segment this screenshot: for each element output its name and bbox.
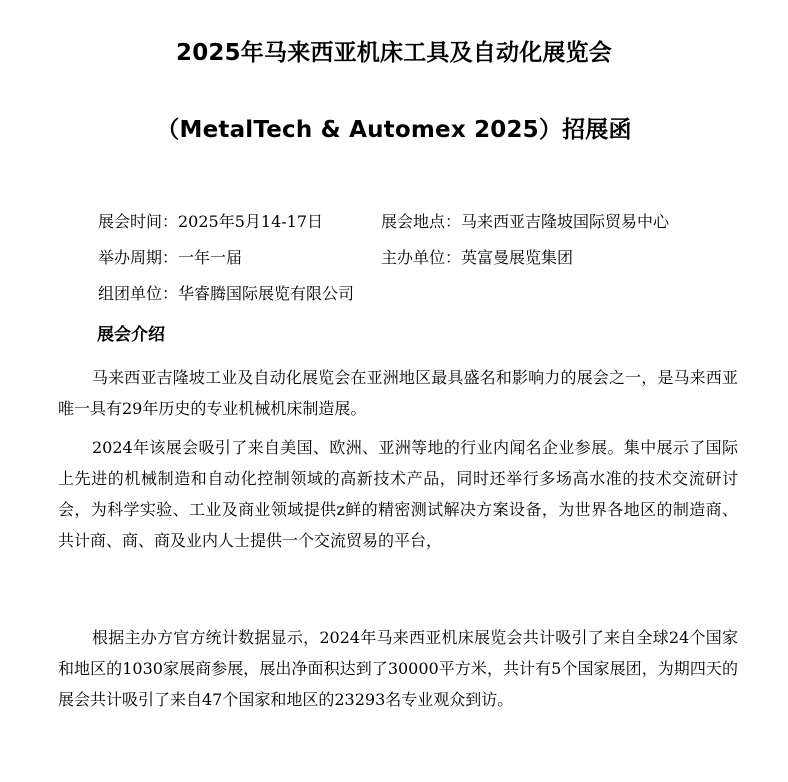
exhibition-venue: 展会地点：马来西亚吉隆坡国际贸易中心 — [381, 212, 670, 231]
exhibition-organizer: 主办单位：英富曼展览集团 — [381, 248, 574, 267]
exhibition-time: 展会时间：2025年5月14-17日 — [98, 212, 324, 231]
document-title-line2: （MetalTech & Automex 2025）招展函 — [156, 117, 632, 143]
exhibition-group-organizer: 组团单位：华睿腾国际展览有限公司 — [98, 284, 355, 303]
intro-paragraph-2: 2024年该展会吸引了来自美国、欧洲、亚洲等地的行业内闻名企业参展。集中展示了国际上先进的机械制造和自动化控制领域的高新技术产品，同时还举行多场高水准的技术交流研讨会，为科学实验、工业及商业领域提供z鲜的精密测试解决方案设备，为世界各地区的制造商、共计商、商、商及业内人士提供一个交流贸易的平台， — [58, 438, 738, 550]
section-heading-introduction: 展会介绍 — [97, 325, 165, 345]
intro-paragraph-1: 马来西亚吉隆坡工业及自动化展览会在亚洲地区最具盛名和影响力的展会之一，是马来西亚唯一具有29年历史的专业机械机床制造展。 — [58, 368, 738, 418]
intro-paragraph-3: 根据主办方官方统计数据显示，2024年马来西亚机床展览会共计吸引了来自全球24个国家和地区的1030家展商参展，展出净面积达到了30000平方米，共计有5个国家展团，为期四天的展会共计吸引了来自47个国家和地区的23293名专业观众到访。 — [58, 628, 738, 709]
exhibition-cycle: 举办周期：一年一届 — [98, 248, 243, 267]
document-title-line1: 2025年马来西亚机床工具及自动化展览会 — [175, 40, 612, 66]
